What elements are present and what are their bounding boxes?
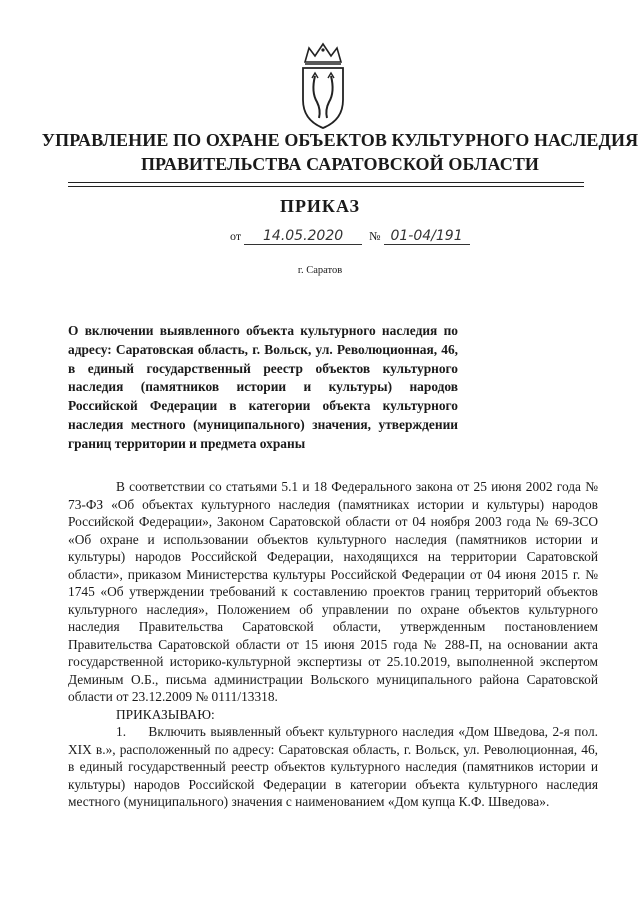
organization-name	[40, 128, 640, 176]
item-1-paragraph: 1. Включить выявленный объект культурного наследия «Дом Шведова, 2-я пол. XIX в.», расположенный по адресу: Саратовская область, г. Вольск, ул. Революционная, 46, в единый государственный реестр объектов культурного наследия (памятников истории и культуры) народов Российской Федерации в категории объекта культурного наследия местного (муниципального) значения с наименованием «Дом купца К.Ф. Шведова».	[68, 724, 598, 809]
order-subject: О включении выявленного объекта культурного наследия по адресу: Саратовская область, г. Вольск, ул. Революционная, 46, в единый государственный реестр объектов культурного наследия (памятников истории и культуры) народов Российской Федерации в категории объекта культурного наследия местного (муниципального) значения, утверждении границ территории и предмета охраны	[68, 323, 458, 451]
order-date: 14.05.2020	[244, 228, 362, 245]
header-divider-top	[68, 182, 584, 183]
header-divider-bottom	[68, 186, 584, 187]
org-line-1: УПРАВЛЕНИЕ ПО ОХРАНЕ ОБЪЕКТОВ КУЛЬТУРНОГО НАСЛЕДИЯ	[41, 130, 639, 150]
org-line-2: ПРАВИТЕЛЬСТВА САРАТОВСКОЙ ОБЛАСТИ	[140, 154, 540, 174]
city: г. Саратов	[297, 265, 343, 276]
coat-of-arms-emblem	[297, 42, 349, 130]
document-title: ПРИКАЗ	[279, 196, 361, 216]
order-date-number-line	[230, 228, 470, 250]
date-prefix: от	[230, 229, 242, 243]
preamble-paragraph: В соответствии со статьями 5.1 и 18 Федерального закона от 25 июня 2002 года № 73-ФЗ «Об объектах культурного наследия (памятниках истории и культуры) народов Российской Федерации», Законом Саратовской области от 04 ноября 2003 года № 69-ЗСО «Об охране и использовании объектов культурного наследия (памятников истории и культуры) народов Российской Федерации, находящихся на территории Саратовской области», приказом Министерства культуры Российской Федерации от 04 июня 2015 г. № 1745 «Об утверждении требований к составлению проектов границ территорий объектов культурного наследия», Положением об управлении по охране объектов культурного наследия Правительства Саратовской области, утвержденным постановлением Правительства Саратовской области от 15 июня 2015 года № 288-П, на основании акта государственной историко-культурной экспертизы от 25.10.2019, выполненной экспертом Деминым О.Б., письма администрации Вольского муниципального района Саратовской области от 23.12.2009 № 0111/13318.	[68, 479, 598, 704]
order-number: 01-04/191	[384, 228, 470, 245]
order-body	[68, 478, 598, 811]
number-prefix: №	[369, 229, 381, 243]
order-word: ПРИКАЗЫВАЮ:	[116, 706, 215, 722]
